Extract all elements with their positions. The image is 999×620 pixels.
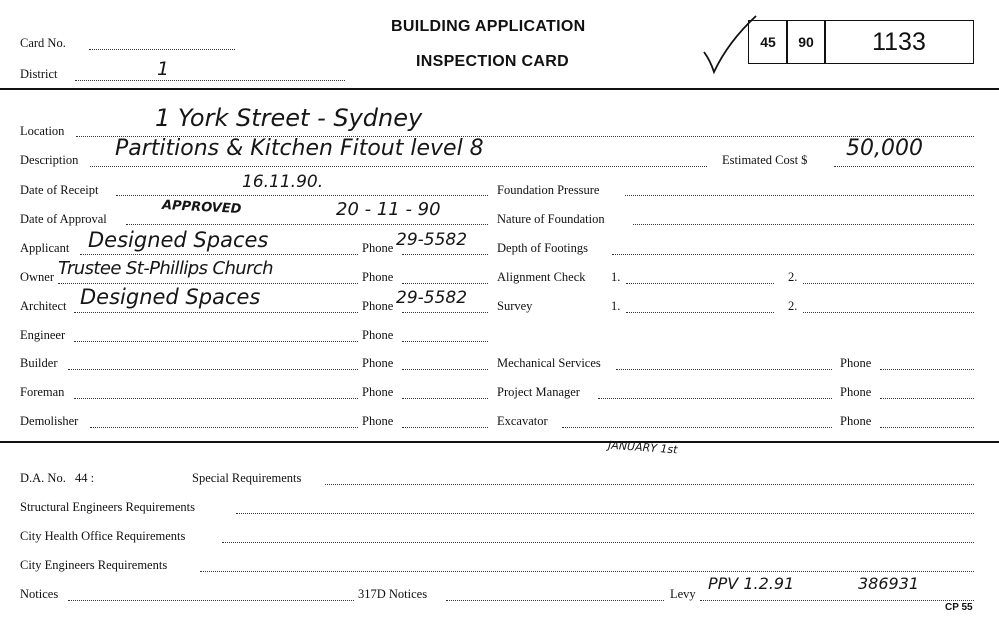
alignment-num-2: 2. [788, 270, 798, 284]
location-label: Location [20, 124, 65, 138]
levy-field[interactable] [700, 600, 974, 601]
structural-engineers-label: Structural Engineers Requirements [20, 500, 195, 514]
city-engineers-label: City Engineers Requirements [20, 558, 168, 572]
foundation-pressure-field[interactable] [625, 195, 974, 196]
special-requirements-field[interactable] [325, 484, 974, 485]
survey-label: Survey [497, 299, 533, 313]
city-health-label: City Health Office Requirements [20, 529, 186, 543]
district-value: 1 [157, 58, 170, 80]
card-number-box: 1133 [824, 20, 974, 64]
demolisher-label: Demolisher [20, 414, 79, 428]
builder-phone-label: Phone [362, 356, 394, 370]
location-value: 1 York Street - Sydney [155, 104, 423, 132]
engineer-phone-field[interactable] [402, 341, 488, 342]
code-box-b: 90 [786, 20, 826, 64]
receipt-label: Date of Receipt [20, 183, 99, 197]
demolisher-field[interactable] [90, 427, 358, 428]
architect-phone-label: Phone [362, 299, 394, 313]
project-manager-phone-label: Phone [840, 385, 872, 399]
alignment-check-field-2[interactable] [803, 283, 974, 284]
nature-of-foundation-label: Nature of Foundation [497, 212, 605, 226]
project-manager-field[interactable] [598, 398, 832, 399]
levy-label: Levy [670, 587, 696, 601]
demolisher-phone-label: Phone [362, 414, 394, 428]
survey-field-2[interactable] [803, 312, 974, 313]
estimated-cost-value: 50,000 [846, 136, 923, 161]
architect-label: Architect [20, 299, 67, 313]
applicant-phone-label: Phone [362, 241, 394, 255]
applicant-phone-value: 29-5582 [396, 230, 468, 250]
receipt-field[interactable] [116, 195, 488, 196]
da-no-label: D.A. No. [20, 471, 66, 485]
engineer-phone-label: Phone [362, 328, 394, 342]
foreman-label: Foreman [20, 385, 65, 399]
structural-engineers-field[interactable] [236, 513, 974, 514]
builder-label: Builder [20, 356, 58, 370]
mechanical-services-label: Mechanical Services [497, 356, 601, 370]
city-health-field[interactable] [222, 542, 974, 543]
card-title-line1: BUILDING APPLICATION [391, 18, 586, 35]
card-no-field[interactable] [89, 49, 235, 50]
foreman-phone-field[interactable] [402, 398, 488, 399]
special-requirements-label: Special Requirements [192, 471, 302, 485]
owner-label: Owner [20, 270, 55, 284]
notices-label: Notices [20, 587, 59, 601]
excavator-phone-field[interactable] [880, 427, 974, 428]
section-divider [0, 441, 999, 443]
applicant-label: Applicant [20, 241, 70, 255]
approval-field[interactable] [126, 224, 488, 225]
survey-field-1[interactable] [626, 312, 774, 313]
engineer-field[interactable] [74, 341, 358, 342]
notices-317d-field[interactable] [446, 600, 664, 601]
owner-value: Trustee St-Phillips Church [58, 258, 273, 279]
mechanical-phone-field[interactable] [880, 369, 974, 370]
owner-phone-label: Phone [362, 270, 394, 284]
applicant-field[interactable] [80, 254, 358, 255]
approved-stamp: APPROVED [161, 197, 242, 218]
architect-phone-value: 29-5582 [396, 288, 468, 308]
nature-of-foundation-field[interactable] [633, 224, 974, 225]
applicant-phone-field[interactable] [402, 254, 488, 255]
survey-num-2: 2. [788, 299, 798, 313]
district-field[interactable] [75, 80, 345, 81]
description-label: Description [20, 153, 79, 167]
excavator-phone-label: Phone [840, 414, 872, 428]
code-box-a: 45 [748, 20, 788, 64]
description-field[interactable] [90, 166, 707, 167]
builder-phone-field[interactable] [402, 369, 488, 370]
foreman-field[interactable] [74, 398, 358, 399]
description-value: Partitions & Kitchen Fitout level 8 [115, 136, 484, 161]
alignment-check-field-1[interactable] [626, 283, 774, 284]
owner-field[interactable] [58, 283, 358, 284]
card-no-label: Card No. [20, 36, 66, 50]
applicant-value: Designed Spaces [88, 228, 269, 252]
project-manager-label: Project Manager [497, 385, 580, 399]
architect-field[interactable] [74, 312, 358, 313]
owner-phone-field[interactable] [402, 283, 488, 284]
levy-number: 386931 [858, 574, 920, 593]
card-title-line2: INSPECTION CARD [416, 53, 569, 70]
da-no-value: 44 : [75, 471, 95, 485]
foreman-phone-label: Phone [362, 385, 394, 399]
architect-phone-field[interactable] [402, 312, 488, 313]
january-note: JANUARY 1st [607, 438, 678, 457]
alignment-num-1: 1. [611, 270, 621, 284]
project-manager-phone-field[interactable] [880, 398, 974, 399]
estimated-cost-label: Estimated Cost $ [722, 153, 808, 167]
approval-label: Date of Approval [20, 212, 107, 226]
approval-value: 20 - 11 - 90 [336, 199, 441, 220]
depth-of-footings-field[interactable] [612, 254, 974, 255]
notices-317d-label: 317D Notices [358, 587, 428, 601]
city-engineers-field[interactable] [200, 571, 974, 572]
foundation-pressure-label: Foundation Pressure [497, 183, 600, 197]
excavator-label: Excavator [497, 414, 548, 428]
excavator-field[interactable] [562, 427, 832, 428]
engineer-label: Engineer [20, 328, 66, 342]
receipt-value: 16.11.90. [242, 172, 324, 192]
estimated-cost-field[interactable] [834, 166, 974, 167]
form-code: CP 55 [945, 602, 973, 613]
alignment-check-label: Alignment Check [497, 270, 586, 284]
survey-num-1: 1. [611, 299, 621, 313]
architect-value: Designed Spaces [80, 285, 261, 309]
depth-of-footings-label: Depth of Footings [497, 241, 588, 255]
header-divider [0, 88, 999, 90]
builder-field[interactable] [68, 369, 358, 370]
notices-field[interactable] [68, 600, 354, 601]
demolisher-phone-field[interactable] [402, 427, 488, 428]
mechanical-phone-label: Phone [840, 356, 872, 370]
district-label: District [20, 67, 58, 81]
levy-value: PPV 1.2.91 [708, 574, 795, 593]
mechanical-services-field[interactable] [616, 369, 832, 370]
